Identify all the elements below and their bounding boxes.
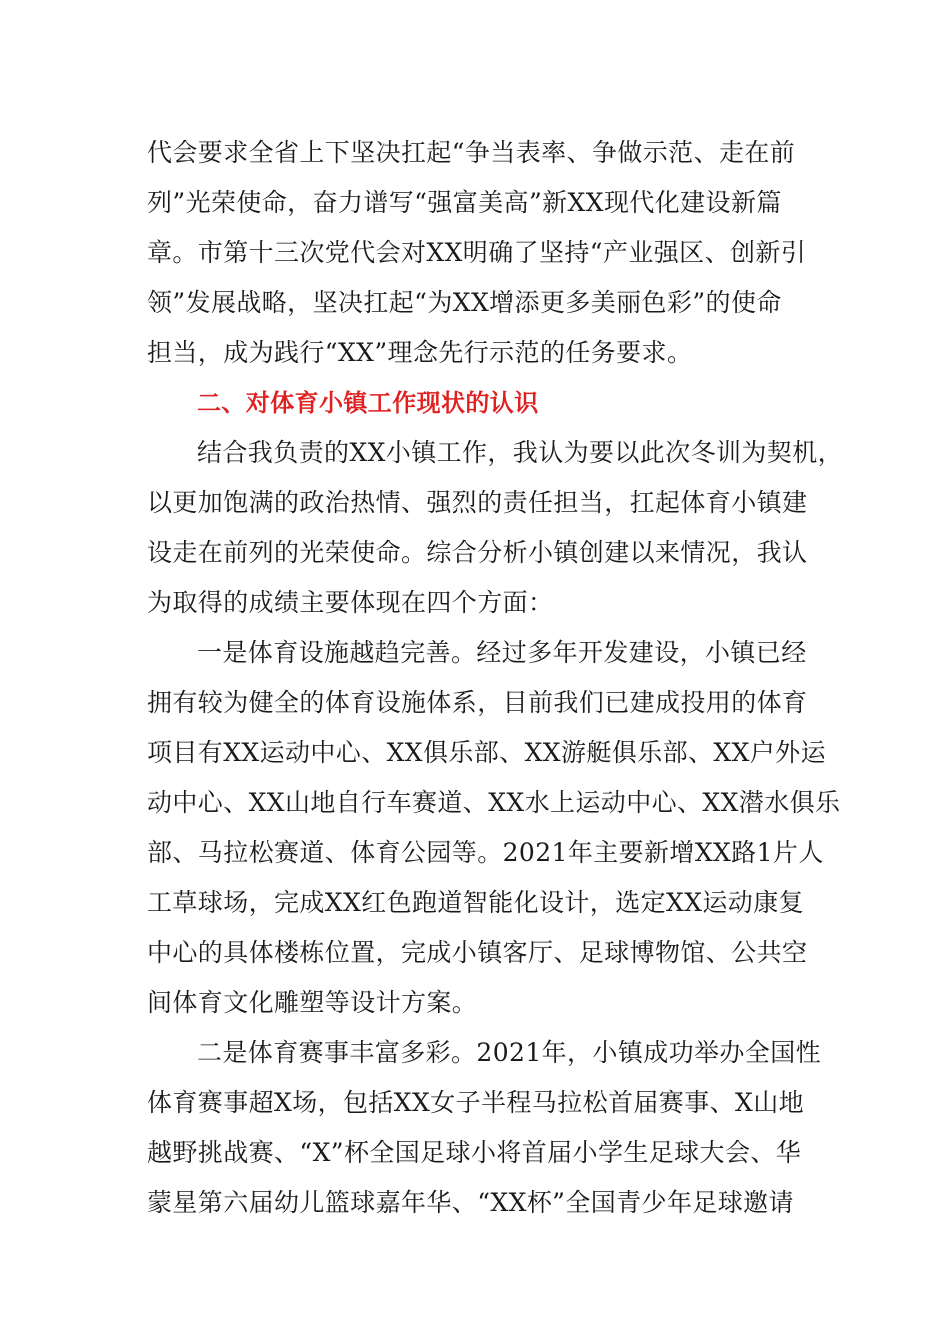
document-body [147,128,843,1228]
paragraph-first-line: 结合我负责的XX小镇工作，我认为要以此次冬训为契机， [197,438,843,467]
text-line: 动中心、XX山地自行车赛道、XX水上运动中心、XX潜水俱乐 [147,788,841,817]
text-line: 体育赛事超X场，包括XX女子半程马拉松首届赛事、X山地 [147,1088,804,1117]
text-line: 领”发展战略，坚决扛起“为XX增添更多美丽色彩”的使命 [147,288,782,317]
text-line: 中心的具体楼栋位置，完成小镇客厅、足球博物馆、公共空 [147,938,808,967]
text-line: 列”光荣使命，奋力谱写“强富美高”新XX现代化建设新篇 [147,188,782,217]
text-line: 以更加饱满的政治热情、强烈的责任担当，扛起体育小镇建 [147,488,808,517]
text-line: 工草球场，完成XX红色跑道智能化设计，选定XX运动康复 [147,888,804,917]
text-line: 设走在前列的光荣使命。综合分析小镇创建以来情况，我认 [147,538,808,567]
text-line: 担当，成为践行“XX”理念先行示范的任务要求。 [147,338,693,367]
text-line: 越野挑战赛、“X”杯全国足球小将首届小学生足球大会、华 [147,1138,802,1167]
text-line: 为取得的成绩主要体现在四个方面： [147,588,554,617]
text-line: 代会要求全省上下坚决扛起“争当表率、争做示范、走在前 [147,138,796,167]
section-heading: 二、对体育小镇工作现状的认识 [197,389,539,417]
paragraph-first-line: 一是体育设施越趋完善。经过多年开发建设，小镇已经 [197,638,807,667]
text-line: 项目有XX运动中心、XX俱乐部、XX游艇俱乐部、XX户外运 [147,738,826,767]
text-line: 章。市第十三次党代会对XX明确了坚持“产业强区、创新引 [147,238,807,267]
text-line: 拥有较为健全的体育设施体系，目前我们已建成投用的体育 [147,688,808,717]
text-line: 间体育文化雕塑等设计方案。 [147,988,478,1017]
text-line: 部、马拉松赛道、体育公园等。2021年主要新增XX路1片人 [147,838,824,867]
paragraph-first-line: 二是体育赛事丰富多彩。2021年，小镇成功举办全国性 [197,1038,822,1067]
text-line: 蒙星第六届幼儿篮球嘉年华、“XX杯”全国青少年足球邀请 [147,1188,794,1217]
